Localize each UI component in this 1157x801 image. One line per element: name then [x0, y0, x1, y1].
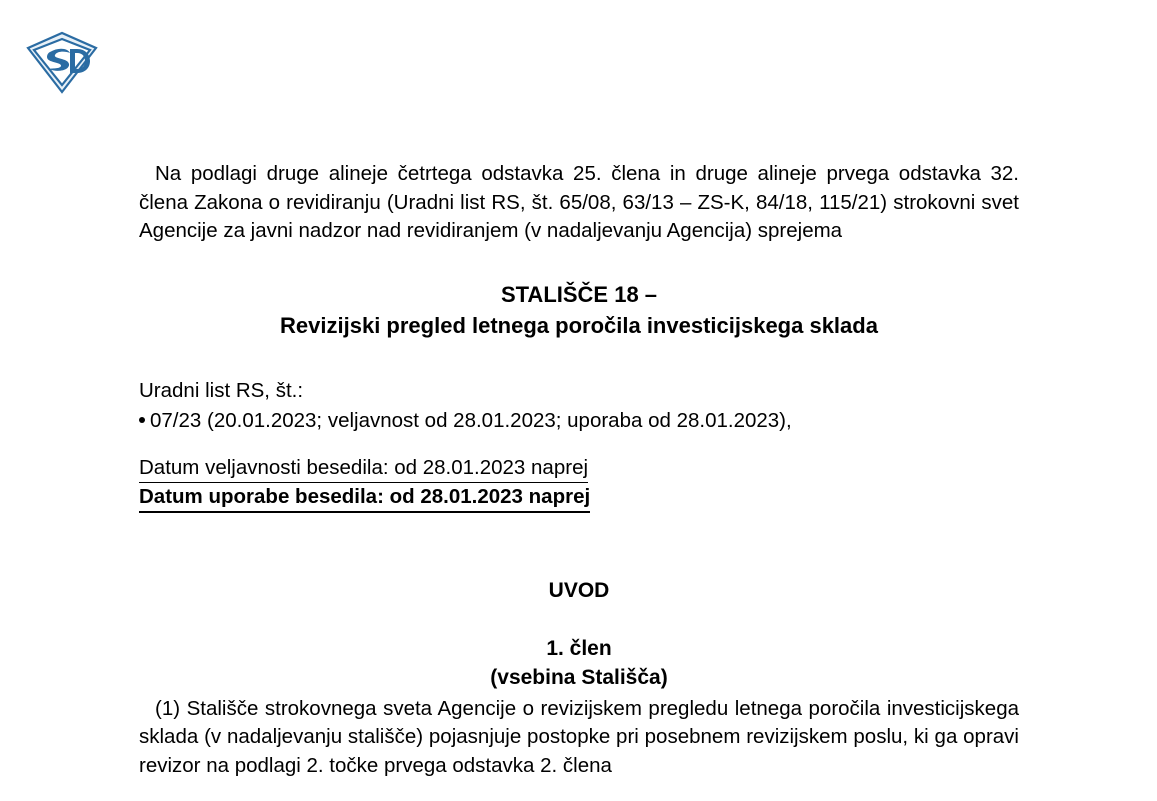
article-name: (vsebina Stališča)	[490, 665, 668, 689]
usage-date-line: Datum uporabe besedila: od 28.01.2023 naprej	[139, 483, 590, 513]
gazette-entry-item	[139, 406, 1019, 436]
article-number: 1. člen	[546, 636, 612, 660]
section-heading: UVOD	[548, 578, 610, 602]
gazette-block	[139, 376, 1019, 436]
article-paragraph: (1) Stališče strokovnega sveta Agencije o revizijskem pregledu letnega poročila investicijskega sklada (v nadaljevanju stališče) pojasnjuje postopke pri posebnem revizijskem poslu, ki ga opravi revizor na podlagi 2. točke prvega odstavka 2. člena	[139, 696, 1019, 777]
preamble-paragraph: Na podlagi druge alineje četrtega odstavka 25. člena in druge alineje prvega odstavka 32. člena Zakona o revidiranju (Uradni list RS, št. 65/08, 63/13 – ZS-K, 84/18, 115/21) strokovni svet Agencije za javni nadzor nad revidiranjem (v nadaljevanju Agencija) sprejema	[139, 162, 1019, 242]
gazette-entry-text: 07/23 (20.01.2023; veljavnost od 28.01.2023; uporaba od 28.01.2023),	[150, 408, 792, 432]
bullet-icon	[139, 417, 145, 423]
date-block	[139, 454, 1019, 513]
document-content	[139, 160, 1019, 801]
gazette-label: Uradni list RS, št.:	[139, 378, 304, 402]
title-line-1: STALIŠČE 18 –	[500, 281, 658, 307]
sd-agency-logo	[20, 28, 104, 98]
validity-date-line: Datum veljavnosti besedila: od 28.01.2023 naprej	[139, 454, 588, 483]
document-title	[139, 280, 1019, 342]
title-line-2: Revizijski pregled letnega poročila investicijskega sklada	[280, 312, 878, 338]
